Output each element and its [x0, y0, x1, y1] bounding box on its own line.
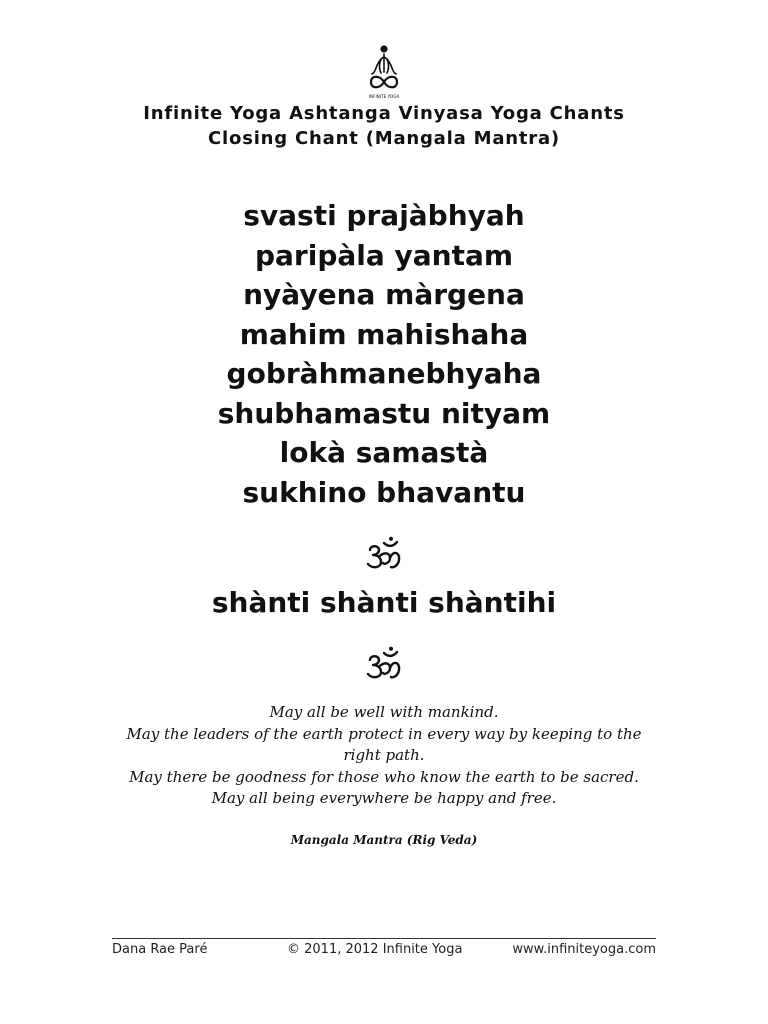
mantra-line: paripàla yantam [254, 238, 514, 272]
logo-caption: INFINITE YOGA [368, 94, 400, 99]
om-symbol-icon [364, 536, 404, 572]
footer-copyright: © 2011, 2012 Infinite Yoga [287, 942, 463, 957]
translation-line: May all be well with mankind. [269, 703, 499, 721]
footer-author: Dana Rae Paré [112, 942, 208, 957]
om-symbol-icon [364, 646, 404, 682]
translation-line: May all being everywhere be happy and free. [211, 789, 557, 808]
meditating-figure-infinity-logo-icon [359, 42, 409, 102]
mantra-line: sukhino bhavantu [242, 475, 526, 509]
mantra-line: lokà samastà [279, 436, 489, 469]
mantra-line: gobràhmanebhyaha [226, 357, 542, 390]
shanti-line: shànti shànti shàntihi [211, 586, 557, 619]
english-translation [110, 702, 658, 810]
document-subtitle: Closing Chant (Mangala Mantra) [208, 128, 560, 149]
translation-line: May the leaders of the earth protect in every way by keeping to the right path. [126, 724, 642, 765]
footer-divider [112, 938, 656, 939]
source-citation: Mangala Mantra (Rig Veda) [290, 833, 478, 847]
mantra-line: shubhamastu nityam [217, 396, 551, 430]
mantra-text [0, 196, 768, 512]
mantra-line: svasti prajàbhyah [243, 199, 525, 232]
document-title: Infinite Yoga Ashtanga Vinyasa Yoga Chants [143, 103, 625, 124]
translation-line: May there be goodness for those who know the earth to be sacred. [129, 767, 639, 786]
footer-website: www.infiniteyoga.com [512, 942, 656, 957]
mantra-line: mahim mahishaha [239, 317, 529, 351]
mantra-line: nyàyena màrgena [243, 278, 525, 311]
